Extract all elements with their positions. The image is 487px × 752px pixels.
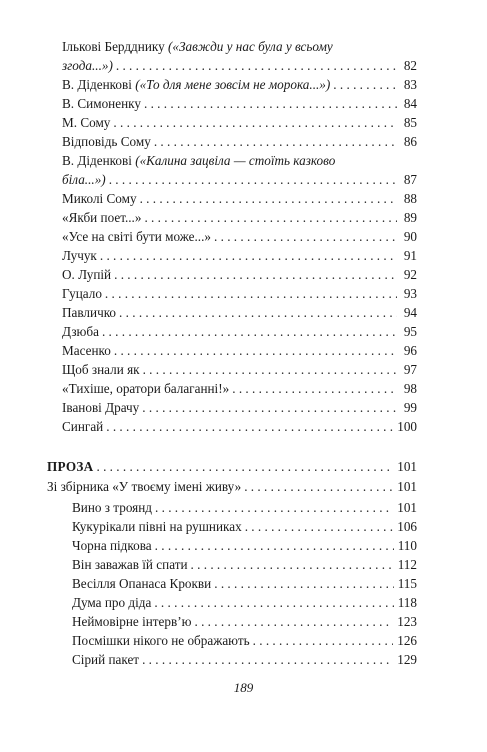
story-title: Чорна підкова — [72, 538, 152, 553]
toc-story — [72, 612, 417, 631]
toc-entry-title: Масенко — [62, 343, 111, 358]
toc-entry-title: «Усе на світі бути може...» — [62, 229, 211, 244]
leader-dots — [144, 94, 397, 113]
leader-dots — [155, 536, 394, 555]
toc-entry-title: Щоб знали як — [62, 362, 140, 377]
toc-entry-page: 89 — [403, 210, 417, 225]
toc-entry — [62, 75, 417, 94]
story-title: Вино з троянд — [72, 500, 153, 515]
toc-entry-title: Миколі Сому — [62, 191, 137, 206]
leader-dots — [214, 574, 393, 593]
toc-entry — [62, 398, 417, 417]
leader-dots — [333, 75, 397, 94]
toc-entry — [62, 417, 417, 436]
collection-page: 101 — [397, 479, 417, 494]
toc-entry — [62, 37, 417, 75]
story-title: Він заважав їй спати — [72, 557, 188, 572]
leader-dots — [114, 265, 397, 284]
section-page: 101 — [397, 459, 417, 474]
toc-entry — [62, 227, 417, 246]
toc-entry-first-line-cont: згода...») — [62, 58, 113, 73]
toc-entry-title: Гуцало — [62, 286, 102, 301]
toc-entry-page: 96 — [403, 343, 417, 358]
story-page: 106 — [397, 519, 417, 534]
toc-story — [72, 517, 417, 536]
leader-dots — [144, 208, 397, 227]
toc-entry — [62, 360, 417, 379]
toc-entry-page: 86 — [403, 134, 417, 149]
toc-entry-first-line: («Завжди у нас була у всьому — [168, 39, 333, 54]
toc-entry-first-line: («Калина зацвіла — стоїть казково — [135, 153, 336, 168]
leader-dots — [113, 113, 397, 132]
toc-entry-title: Іванові Драчу — [62, 400, 140, 415]
toc-entry-title: Дзюба — [62, 324, 99, 339]
toc-entry — [62, 303, 417, 322]
story-page: 123 — [397, 614, 417, 629]
toc-entry-page: 85 — [403, 115, 417, 130]
leader-dots — [253, 631, 394, 650]
toc-entry-page: 83 — [403, 77, 417, 92]
toc-entry-title: О. Лупій — [62, 267, 112, 282]
leader-dots — [155, 498, 393, 517]
story-page: 118 — [397, 595, 417, 610]
leader-dots — [116, 56, 397, 75]
toc-entry-title: Сингай — [62, 419, 104, 434]
toc-entry-title: В. Діденкові — [62, 153, 136, 168]
toc-entry-page: 94 — [403, 305, 417, 320]
toc-collection — [47, 477, 417, 496]
leader-dots — [102, 322, 397, 341]
toc-entry-title: Павличко — [62, 305, 117, 320]
leader-dots — [140, 189, 397, 208]
toc-entry — [62, 132, 417, 151]
leader-dots — [143, 360, 397, 379]
toc-entry — [62, 284, 417, 303]
story-title: Сірий пакет — [72, 652, 140, 667]
toc-entry-title: «Тихіше, оратори балаганні!» — [62, 381, 230, 396]
leader-dots — [142, 398, 397, 417]
toc-story — [72, 536, 417, 555]
story-page: 110 — [397, 538, 417, 553]
toc-entry-title: Відповідь Сому — [62, 134, 151, 149]
story-page: 115 — [397, 576, 417, 591]
story-page: 126 — [397, 633, 417, 648]
toc-entry-title: М. Сому — [62, 115, 111, 130]
leader-dots — [105, 284, 397, 303]
story-title: Весілля Опанаса Крокви — [72, 576, 212, 591]
toc-entry — [62, 151, 417, 189]
toc-story — [72, 574, 417, 593]
toc-entry — [62, 113, 417, 132]
leader-dots — [119, 303, 397, 322]
leader-dots — [214, 227, 397, 246]
toc-story — [72, 555, 417, 574]
toc-entry-page: 95 — [403, 324, 417, 339]
toc-entry-title: В. Діденкові — [62, 77, 136, 92]
toc-entry-title: В. Симоненку — [62, 96, 141, 111]
story-title: Посмішки нікого не ображають — [72, 633, 250, 648]
toc-entry-page: 82 — [403, 58, 417, 73]
toc-entry-title: Ількові Бердднику — [62, 39, 168, 54]
toc-entry-page: 91 — [403, 248, 417, 263]
story-page: 112 — [397, 557, 417, 572]
toc-story — [72, 593, 417, 612]
toc-entry-page: 87 — [403, 172, 417, 187]
toc-entry-page: 99 — [403, 400, 417, 415]
toc-entry — [62, 189, 417, 208]
toc-entry — [62, 246, 417, 265]
toc-section — [47, 457, 417, 476]
leader-dots — [191, 555, 394, 574]
story-title: Дума про діда — [72, 595, 152, 610]
leader-dots — [154, 593, 393, 612]
leader-dots — [232, 379, 397, 398]
toc-entry — [62, 379, 417, 398]
leader-dots — [244, 477, 393, 496]
leader-dots — [96, 457, 393, 476]
leader-dots — [106, 417, 393, 436]
toc-entry-page: 98 — [403, 381, 417, 396]
toc-entry — [62, 208, 417, 227]
toc-entry-page: 97 — [403, 362, 417, 377]
toc-entry-page: 90 — [403, 229, 417, 244]
toc-story — [72, 631, 417, 650]
toc-entry-page: 100 — [397, 419, 417, 434]
story-page: 101 — [397, 500, 417, 515]
leader-dots — [154, 132, 397, 151]
toc-entry — [62, 265, 417, 284]
toc-entry — [62, 94, 417, 113]
story-title: Кукурікали півні на рушниках — [72, 519, 242, 534]
leader-dots — [194, 612, 393, 631]
toc-entry-first-line: («То для мене зовсім не морока...») — [135, 77, 331, 92]
toc-entry-page: 92 — [403, 267, 417, 282]
toc-entry-first-line-cont: біла...») — [62, 172, 106, 187]
leader-dots — [100, 246, 397, 265]
collection-title: Зі збірника «У твоєму імені живу» — [47, 479, 242, 494]
toc-story — [72, 498, 417, 517]
toc-entry-title: Лучук — [62, 248, 97, 263]
story-page: 129 — [397, 652, 417, 667]
leader-dots — [245, 517, 394, 536]
toc-entry-page: 88 — [403, 191, 417, 206]
toc-entry-title: «Якби поет...» — [62, 210, 142, 225]
page-number: 189 — [233, 680, 254, 695]
toc-entry-page: 93 — [403, 286, 417, 301]
toc-entry — [62, 322, 417, 341]
toc-entry-page: 84 — [403, 96, 417, 111]
toc-story — [72, 650, 417, 669]
leader-dots — [142, 650, 393, 669]
leader-dots — [109, 170, 397, 189]
toc-entry — [62, 341, 417, 360]
leader-dots — [114, 341, 397, 360]
story-title: Неймовірне інтерв’ю — [72, 614, 192, 629]
section-title: ПРОЗА — [47, 459, 94, 474]
